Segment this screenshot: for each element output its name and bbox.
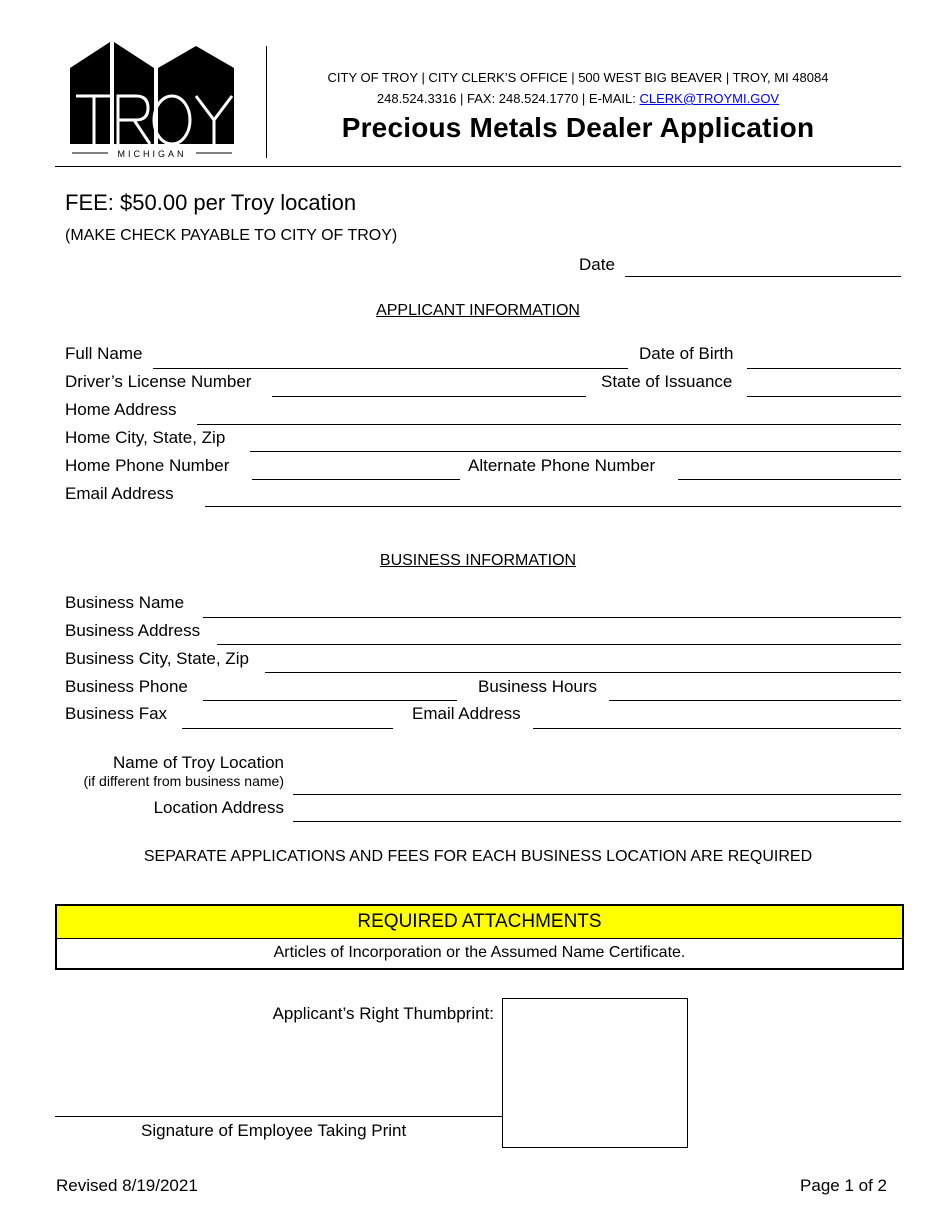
employee-signature-field[interactable] xyxy=(55,1116,502,1117)
required-attachments-body: Articles of Incorporation or the Assumed Name Certificate. xyxy=(273,944,686,961)
thumbprint-box[interactable] xyxy=(502,998,688,1148)
business-fax-field[interactable] xyxy=(182,728,393,729)
business-phone-field[interactable] xyxy=(203,700,457,701)
business-address-label: Business Address xyxy=(65,621,201,640)
business-heading: BUSINESS INFORMATION xyxy=(379,552,577,569)
required-attachments-heading: REQUIRED ATTACHMENTS xyxy=(57,906,902,939)
home-city-label: Home City, State, Zip xyxy=(65,428,226,447)
troy-logo xyxy=(62,40,242,160)
drivers-license-label: Driver’s License Number xyxy=(65,372,252,391)
date-label: Date xyxy=(579,255,615,274)
state-of-issuance-field[interactable] xyxy=(747,396,901,397)
header-info-line1: CITY OF TROY | CITY CLERK’S OFFICE | 500 WEST BIG BEAVER | TROY, MI 48084 xyxy=(327,70,829,85)
header-divider xyxy=(266,46,267,158)
business-city-field[interactable] xyxy=(265,672,901,673)
location-address-field[interactable] xyxy=(293,821,901,822)
page-title: Precious Metals Dealer Application xyxy=(341,112,815,143)
full-name-label: Full Name xyxy=(65,344,143,363)
business-hours-label: Business Hours xyxy=(478,677,598,696)
home-city-field[interactable] xyxy=(250,451,901,452)
business-fax-label: Business Fax xyxy=(65,704,168,723)
contact-numbers: 248.524.3316 | FAX: 248.524.1770 | E-MAIL: xyxy=(376,91,636,106)
home-phone-field[interactable] xyxy=(252,479,460,480)
alt-phone-label: Alternate Phone Number xyxy=(468,456,656,475)
business-address-field[interactable] xyxy=(217,644,901,645)
date-field[interactable] xyxy=(625,276,901,277)
home-address-field[interactable] xyxy=(197,424,901,425)
full-name-field[interactable] xyxy=(153,368,628,369)
employee-signature-label: Signature of Employee Taking Print xyxy=(141,1121,407,1140)
header-rule xyxy=(55,166,901,167)
state-of-issuance-label: State of Issuance xyxy=(601,372,733,391)
check-payable-text: (MAKE CHECK PAYABLE TO CITY OF TROY) xyxy=(65,227,398,244)
header-info-line2 xyxy=(290,88,866,109)
required-attachments-box xyxy=(55,904,904,970)
business-hours-field[interactable] xyxy=(609,700,901,701)
troy-location-field[interactable] xyxy=(293,794,901,795)
home-phone-label: Home Phone Number xyxy=(65,456,230,475)
business-email-field[interactable] xyxy=(533,728,901,729)
logo-subtext: MICHIGAN xyxy=(117,149,187,159)
applicant-heading: APPLICANT INFORMATION xyxy=(376,302,580,319)
alt-phone-field[interactable] xyxy=(678,479,901,480)
home-address-label: Home Address xyxy=(65,400,177,419)
email-label: Email Address xyxy=(65,484,174,503)
fee-text: FEE: $50.00 per Troy location xyxy=(65,190,357,215)
business-city-label: Business City, State, Zip xyxy=(65,649,249,668)
revised-date: Revised 8/19/2021 xyxy=(56,1176,198,1195)
business-name-field[interactable] xyxy=(203,617,901,618)
date-of-birth-label: Date of Birth xyxy=(639,344,734,363)
business-phone-label: Business Phone xyxy=(65,677,188,696)
email-field[interactable] xyxy=(205,506,901,507)
logo-graphic xyxy=(62,40,242,160)
troy-location-note: (if different from business name) xyxy=(83,773,284,789)
date-of-birth-field[interactable] xyxy=(747,368,901,369)
business-name-label: Business Name xyxy=(65,593,185,612)
thumbprint-label: Applicant’s Right Thumbprint: xyxy=(272,1004,494,1023)
troy-location-label: Name of Troy Location xyxy=(112,753,284,772)
business-email-label: Email Address xyxy=(412,704,521,723)
email-link[interactable]: CLERK@TROYMI.GOV xyxy=(639,91,780,106)
separate-applications-notice: SEPARATE APPLICATIONS AND FEES FOR EACH BUSINESS LOCATION ARE REQUIRED xyxy=(143,848,813,865)
location-address-label: Location Address xyxy=(153,798,284,817)
drivers-license-field[interactable] xyxy=(272,396,586,397)
page-number: Page 1 of 2 xyxy=(800,1176,887,1195)
